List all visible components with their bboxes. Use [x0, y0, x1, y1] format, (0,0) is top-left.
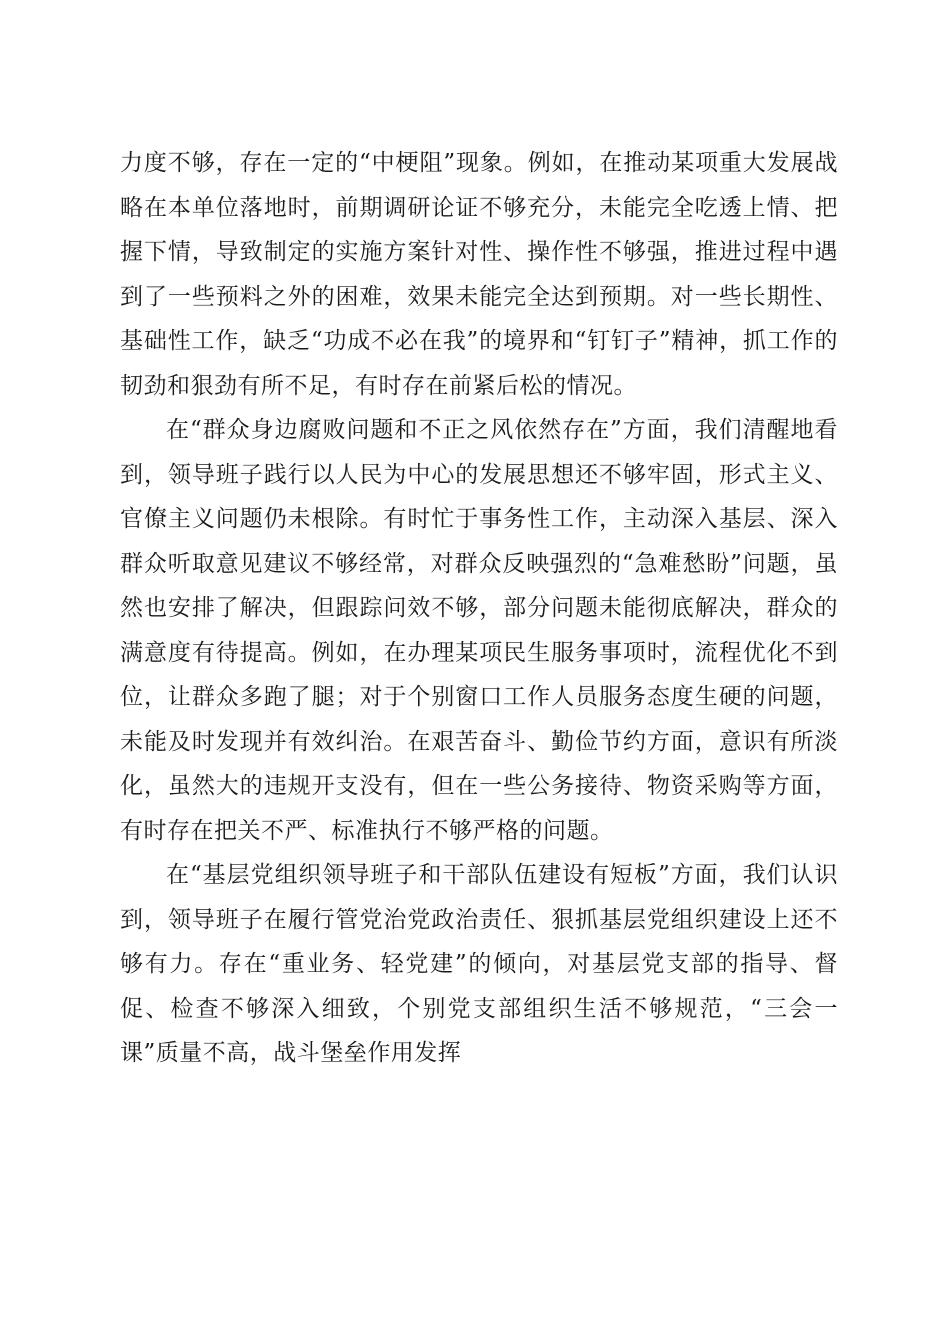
paragraph-mass-corruption: 在“群众身边腐败问题和不正之风依然存在”方面，我们清醒地看到，领导班子践行以人民为中心的发展思想还不够牢固，形式主义、官僚主义问题仍未根除。有时忙于事务性工作，主动深入基层、深入群众听取意见建议不够经常，对群众反映强烈的“急难愁盼”问题，虽然也安排了解决，但跟踪问效不够，部分问题未能彻底解决，群众的满意度有待提高。例如，在办理某项民生服务事项时，流程优化不到位，让群众多跑了腿；对于个别窗口工作人员服务态度生硬的问题，未能及时发现并有效纠治。在艰苦奋斗、勤俭节约方面，意识有所淡化，虽然大的违规开支没有，但在一些公务接待、物资采购等方面，有时存在把关不严、标准执行不够严格的问题。 — [120, 417, 838, 844]
document-body — [120, 141, 838, 1076]
paragraph-grassroots-party: 在“基层党组织领导班子和干部队伍建设有短板”方面，我们认识到，领导班子在履行管党治党政治责任、狠抓基层党组织建设上还不够有力。存在“重业务、轻党建”的倾向，对基层党支部的指导、督促、检查不够深入细致，个别党支部组织生活不够规范，“三会一课”质量不高，战斗堡垒作用发挥 — [120, 862, 838, 1066]
paragraph-continuation: 力度不够，存在一定的“中梗阻”现象。例如，在推动某项重大发展战略在本单位落地时，前期调研论证不够充分，未能完全吃透上情、把握下情，导致制定的实施方案针对性、操作性不够强，推进过程中遇到了一些预料之外的困难，效果未能完全达到预期。对一些长期性、基础性工作，缺乏“功成不必在我”的境界和“钉钉子”精神，抓工作的韧劲和狠劲有所不足，有时存在前紧后松的情况。 — [120, 150, 838, 399]
